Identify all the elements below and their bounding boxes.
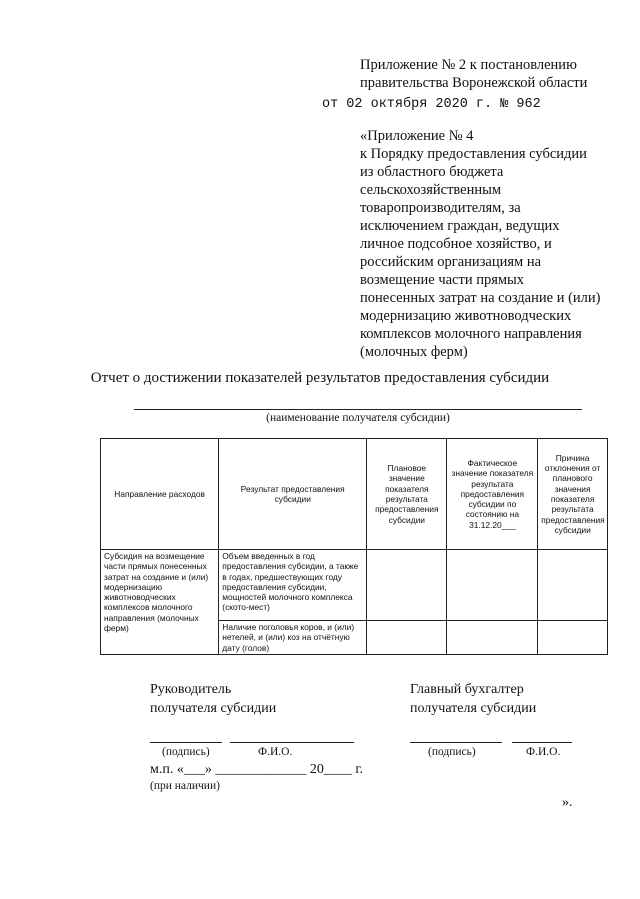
accountant-signature-title (410, 680, 536, 718)
cell-planned-input[interactable] (367, 550, 447, 621)
header-line-1: Приложение № 2 к постановлению (360, 57, 577, 73)
appendix-line: исключением граждан, ведущих (360, 218, 560, 234)
appendix-line: к Порядку предоставления субсидии (360, 146, 587, 162)
cell-direction: Субсидия на возмещение части прямых понесенных затрат на создание и (или) модернизацию животноводческих комплексов молочного направления (молочных ферм) (101, 550, 219, 655)
header-result: Результат предоставления субсидии (219, 439, 367, 550)
head-title-line-1: Руководитель (150, 682, 232, 697)
appendix-line: (молочных ферм) (360, 344, 468, 360)
appendix-line: из областного бюджета (360, 164, 504, 180)
appendix-line: «Приложение № 4 (360, 128, 474, 144)
head-signature-line[interactable] (150, 742, 222, 743)
head-name-line[interactable] (230, 742, 354, 743)
appendix-line: личное подсобное хозяйство, и (360, 236, 552, 252)
cell-result: Наличие поголовья коров, и (или) нетелей, и (или) коз на отчётную дату (голов) (219, 621, 367, 655)
cell-result: Объем введенных в год предоставления субсидии, а также в годах, предшествующих году предоставления субсидии, мощностей молочного комплекса (ското-мест) (219, 550, 367, 621)
cell-planned-input[interactable] (367, 621, 447, 655)
appendix-block (360, 127, 630, 361)
report-title: Отчет о достижении показателей результатов предоставления субсидии (90, 370, 550, 386)
decree-date: от 02 октября 2020 г. № 962 (322, 97, 541, 112)
closing-quote: ». (562, 795, 573, 810)
head-title-line-2: получателя субсидии (150, 701, 277, 716)
stamp-date-line[interactable]: м.п. «___» _____________ 20____ г. (150, 762, 364, 777)
accountant-signature-line[interactable] (410, 742, 502, 743)
accountant-name-caption: Ф.И.О. (526, 746, 561, 758)
cell-reason-input[interactable] (538, 621, 608, 655)
table-header-row (101, 439, 608, 550)
recipient-caption: (наименование получателя субсидии) (266, 412, 450, 424)
stamp-note: (при наличии) (150, 780, 220, 792)
cell-actual-input[interactable] (447, 621, 538, 655)
head-signature-caption: (подпись) (162, 746, 210, 758)
report-table (100, 438, 608, 655)
header-reason: Причина отклонения от планового значения показателя результата предоставления субсидии (538, 439, 608, 550)
header-block (360, 56, 630, 92)
header-direction: Направление расходов (101, 439, 219, 550)
accountant-title-line-2: получателя субсидии (410, 701, 537, 716)
appendix-line: товаропроизводителям, за (360, 200, 521, 216)
head-signature-title (150, 680, 276, 718)
cell-reason-input[interactable] (538, 550, 608, 621)
appendix-line: сельскохозяйственным (360, 182, 502, 198)
appendix-line: понесенных затрат на создание и (или) (360, 290, 601, 306)
cell-actual-input[interactable] (447, 550, 538, 621)
accountant-name-line[interactable] (512, 742, 572, 743)
head-name-caption: Ф.И.О. (258, 746, 293, 758)
appendix-line: комплексов молочного направления (360, 326, 582, 342)
appendix-line: возмещение части прямых (360, 272, 525, 288)
header-planned: Плановое значение показателя результата предоставления субсидии (367, 439, 447, 550)
header-actual: Фактическое значение показателя результата предоставления субсидии по состоянию на 31.12.20___ (447, 439, 538, 550)
header-line-2: правительства Воронежской области (360, 75, 588, 91)
accountant-signature-caption: (подпись) (428, 746, 476, 758)
recipient-name-line[interactable] (134, 409, 582, 410)
accountant-title-line-1: Главный бухгалтер (410, 682, 524, 697)
table-row (101, 550, 608, 621)
appendix-line: модернизацию животноводческих (360, 308, 572, 324)
appendix-line: российским организациям на (360, 254, 542, 270)
